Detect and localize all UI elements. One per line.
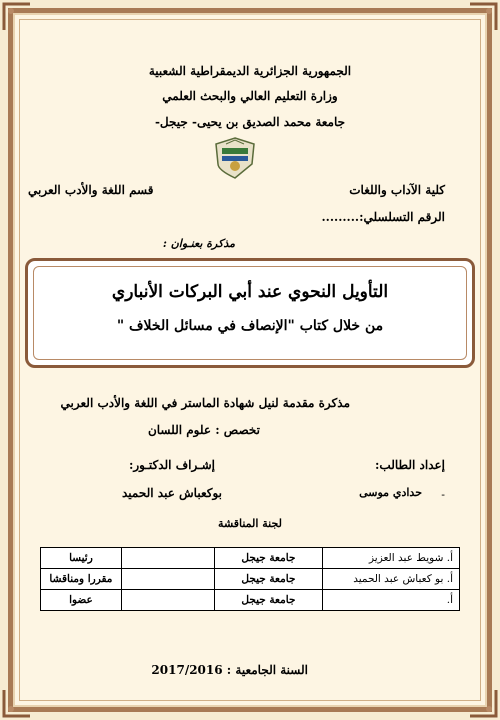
jury-member-university: جامعة جيجل (214, 569, 322, 590)
supervisor-label: إشـراف الدكتـور: (128, 458, 215, 472)
serial-number: الرقم التسلسلي:......... (321, 210, 445, 224)
jury-member-name: أ. شويط عبد العزيز (323, 548, 460, 569)
table-row (41, 590, 460, 611)
jury-table (40, 547, 460, 611)
title-box (25, 258, 475, 368)
jury-label: لجنة المناقشة (218, 517, 282, 530)
memo-title-line1: التأويل النحوي عند أبي البركات الأنباري (111, 282, 389, 302)
jury-member-university: جامعة جيجل (214, 590, 322, 611)
corner-ornament-icon (2, 688, 32, 718)
ministry-name: وزارة التعليم العالي والبحث العلمي (162, 89, 338, 103)
student-dash: - (441, 488, 445, 501)
student-name: حدادي موسى (359, 486, 422, 499)
table-row (41, 548, 460, 569)
supervisor-name: بوكعباش عبد الحميد (122, 486, 222, 500)
jury-member-name: أ. بو كعباش عبد الحميد (323, 569, 460, 590)
academic-year-label: السنة الجامعية : (226, 663, 308, 677)
university-logo-icon (212, 136, 258, 180)
faculty-name: كلية الآداب واللغات (349, 183, 445, 197)
jury-member-name: أ. (323, 590, 460, 611)
corner-ornament-icon (468, 688, 498, 718)
jury-member-role: رئيسا (41, 548, 122, 569)
academic-year-value: 2017/2016 (151, 663, 223, 677)
table-row (41, 569, 460, 590)
corner-ornament-icon (468, 2, 498, 32)
department-name: قسم اللغة والأدب العربي (28, 183, 154, 197)
memo-label: مذكرة بعنـوان : (162, 237, 235, 250)
jury-member-university: جامعة جيجل (214, 548, 322, 569)
jury-member-role: مقررا ومناقشا (41, 569, 122, 590)
university-name: جامعة محمد الصديق بن يحيى- جيجل- (154, 115, 346, 129)
memo-title-line2: من خلال كتاب "الإنصاف في مسائل الخلاف " (116, 318, 384, 334)
prepared-by-label: إعداد الطالب: (374, 458, 445, 472)
specialty: تخصص : علوم اللسان (147, 423, 260, 437)
jury-member-role: عضوا (41, 590, 122, 611)
academic-year (151, 663, 308, 677)
corner-ornament-icon (2, 2, 32, 32)
republic-name: الجمهورية الجزائرية الديمقراطية الشعبية (148, 64, 352, 78)
degree-statement: مذكرة مقدمة لنيل شهادة الماستر في اللغة والأدب العربي (60, 396, 350, 410)
